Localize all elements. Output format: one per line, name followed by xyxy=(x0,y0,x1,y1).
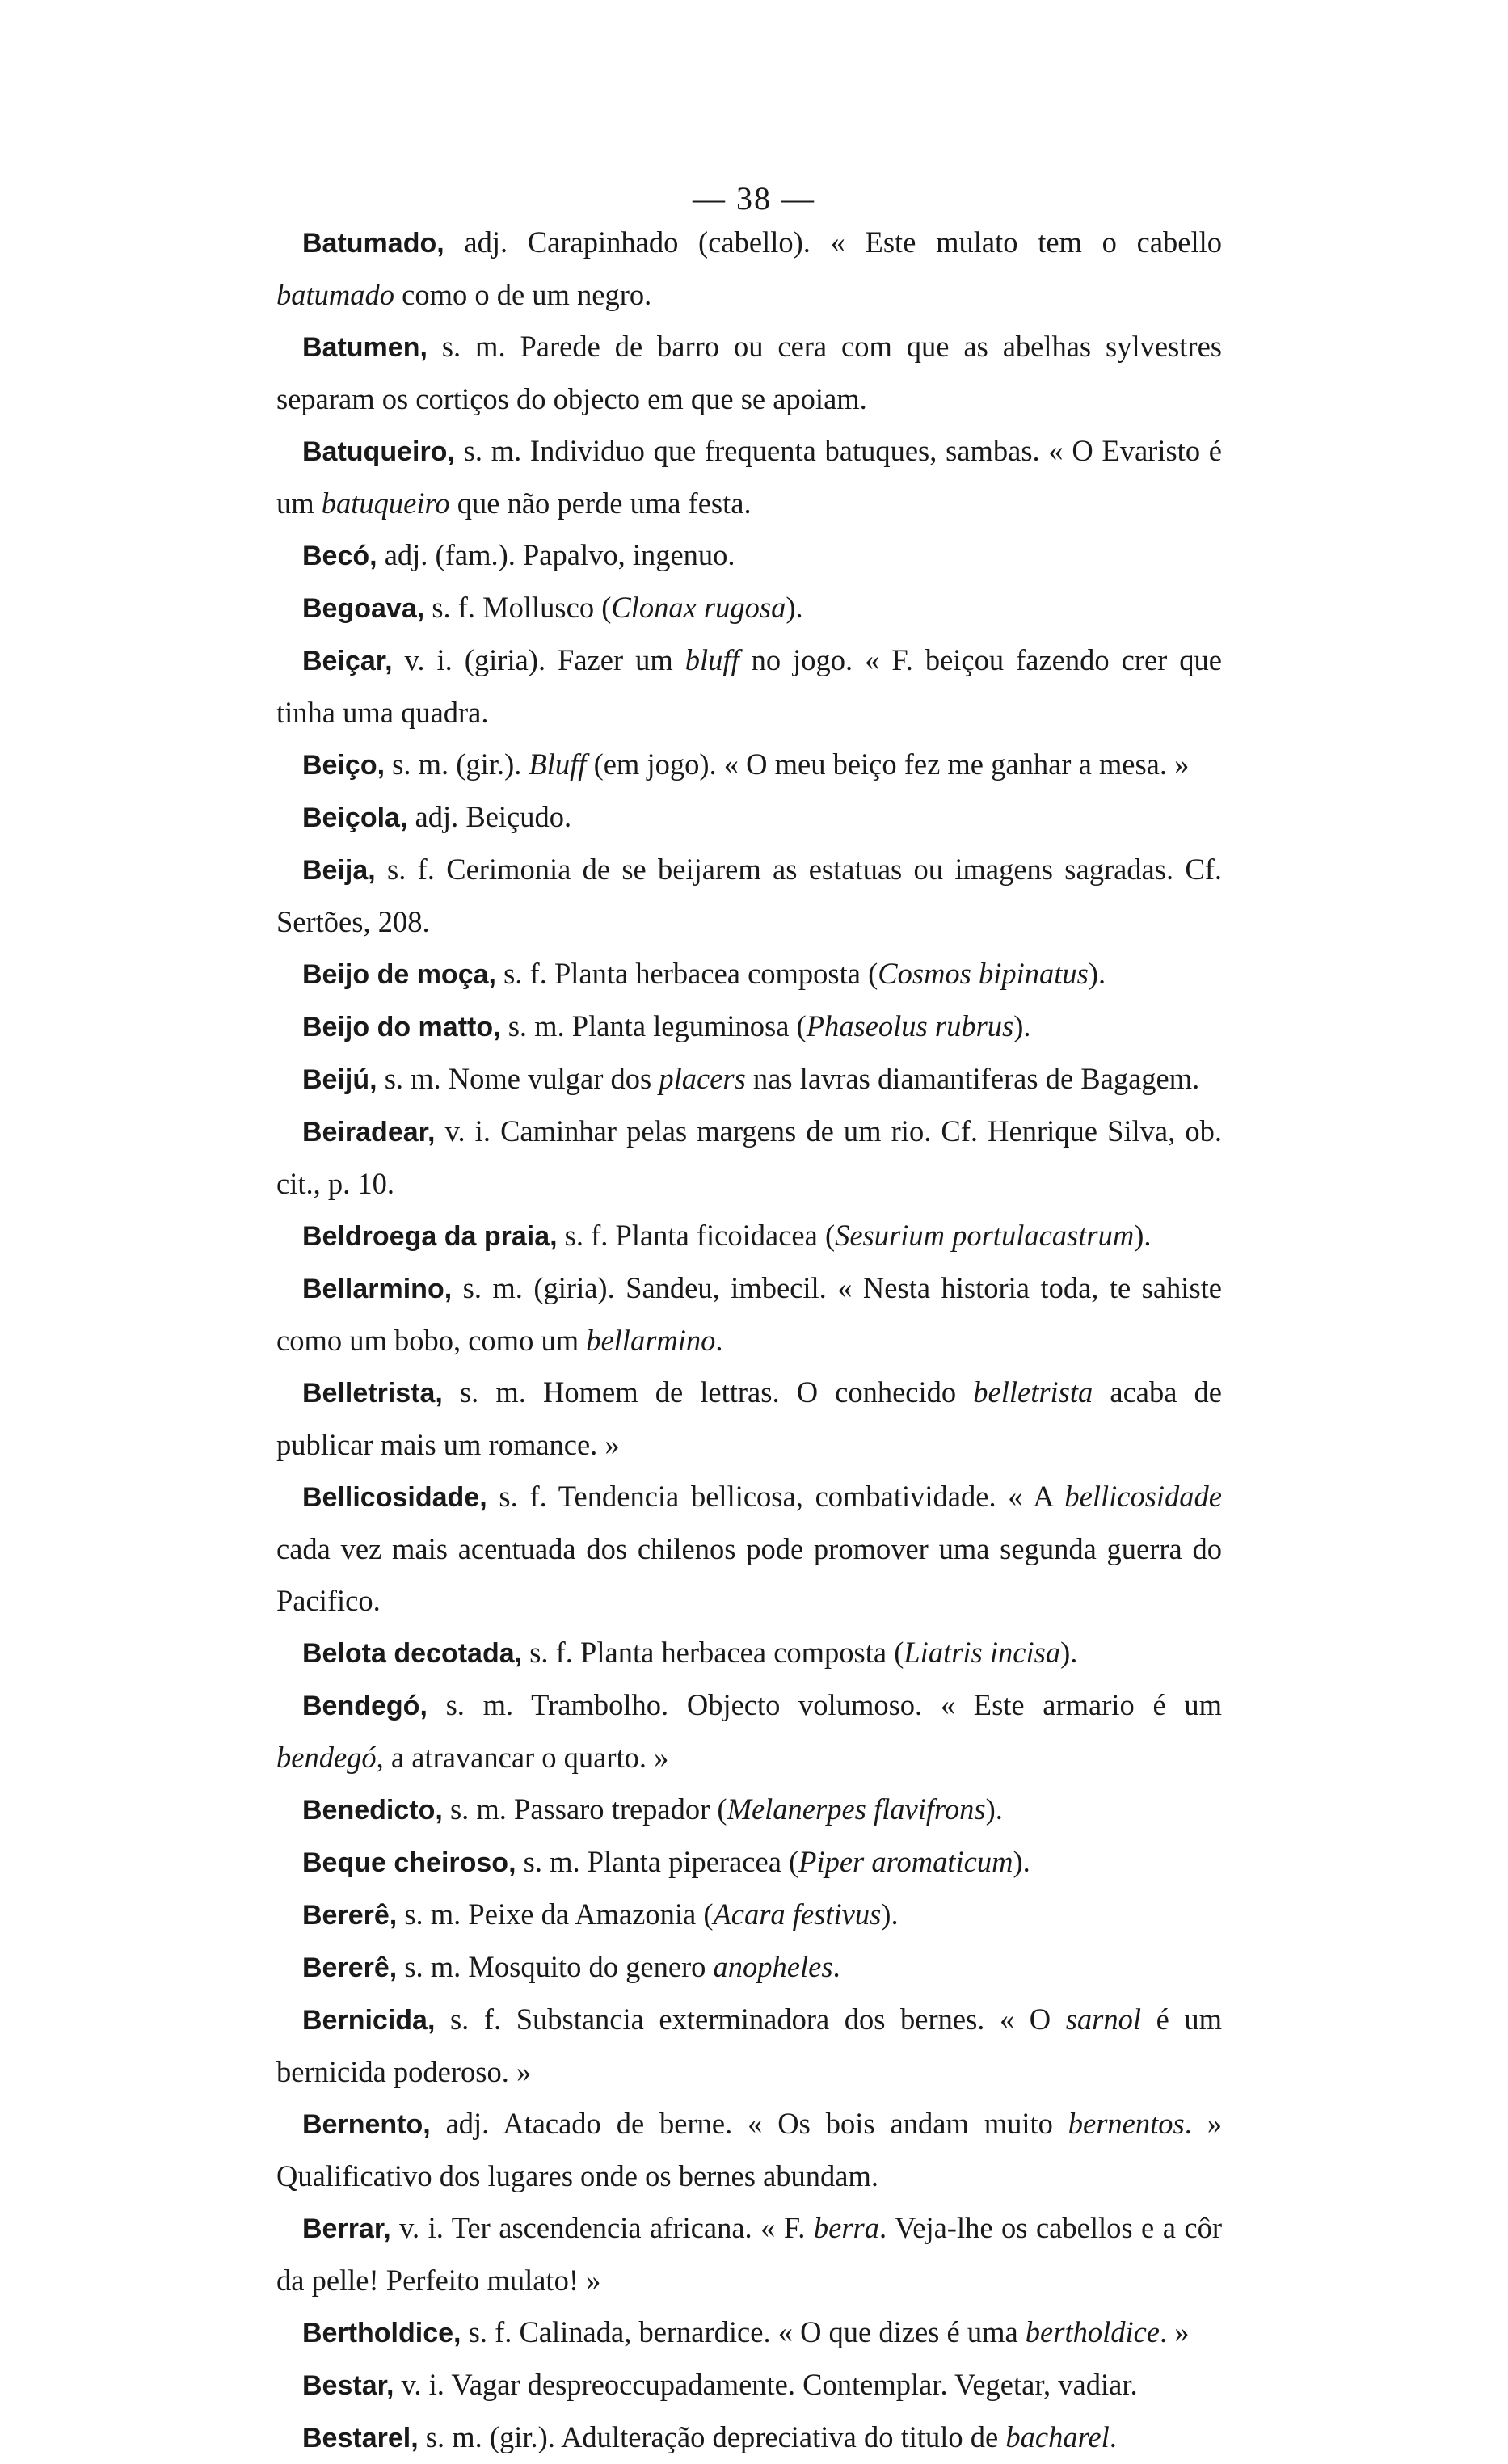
definition-tail: . xyxy=(832,1950,840,1983)
definition-tail: ). xyxy=(1088,957,1106,990)
dictionary-entry xyxy=(276,1471,1222,1627)
italic-term: batuqueiro xyxy=(321,486,450,520)
dictionary-entry xyxy=(276,634,1222,739)
headword: Bererê, xyxy=(302,1900,398,1931)
dictionary-entry xyxy=(276,2359,1222,2411)
definition-tail: , a atravancar o quarto. » xyxy=(376,1741,669,1774)
definition: s. m. Planta piperacea ( xyxy=(516,1845,799,1878)
dictionary-entry xyxy=(276,1053,1222,1106)
italic-term: sarnol xyxy=(1065,2003,1142,2036)
italic-term: Melanerpes flavifrons xyxy=(727,1792,986,1826)
definition: s. m. (gir.). Adulteração depreciativa do titulo de xyxy=(418,2420,1006,2453)
headword: Beque cheiroso, xyxy=(302,1847,516,1878)
headword: Batuqueiro, xyxy=(302,436,455,467)
definition: s. m. (gir.). xyxy=(385,748,529,781)
dictionary-entry xyxy=(276,1367,1222,1471)
definition: adj. Beiçudo. xyxy=(407,800,572,833)
italic-term: bluff xyxy=(684,643,739,676)
definition-tail: ). xyxy=(985,1792,1003,1826)
italic-term: bendegó xyxy=(276,1741,377,1774)
dictionary-entry xyxy=(276,2098,1222,2202)
italic-term: berra xyxy=(813,2211,879,2244)
headword: Bellarmino, xyxy=(302,1274,453,1304)
italic-term: bernentos xyxy=(1068,2107,1185,2140)
headword: Beldroega da praia, xyxy=(302,1221,558,1252)
definition: s. m. Peixe da Amazonia ( xyxy=(397,1897,714,1931)
definition: s. f. Mollusco ( xyxy=(424,591,612,624)
definition-tail: ). xyxy=(1134,1219,1152,1252)
dictionary-entry xyxy=(276,1889,1222,1941)
italic-term: Acara festivus xyxy=(713,1897,882,1931)
definition-tail: é um bernicida poderoso. » xyxy=(276,2003,1223,2088)
headword: Becó, xyxy=(302,541,377,571)
definition-tail: acaba de publicar mais um romance. » xyxy=(276,1375,1222,1461)
definition-tail: que não perde uma festa. xyxy=(449,486,752,520)
definition-tail: . Veja-lhe os cabellos e a côr da pelle! Perfeito mulato! » xyxy=(276,2211,1223,2297)
headword: Bendegó, xyxy=(302,1691,428,1721)
italic-term: Liatris incisa xyxy=(904,1636,1061,1669)
dictionary-entry xyxy=(276,1784,1222,1836)
definition: s. m. Trambolho. Objecto volumoso. « Este armario é um xyxy=(427,1688,1222,1721)
page-number: — 38 — xyxy=(693,180,815,217)
dictionary-entry xyxy=(276,1836,1222,1889)
dictionary-entry xyxy=(276,791,1222,844)
definition-tail: ). xyxy=(1013,1845,1030,1878)
dictionary-entry xyxy=(276,1679,1222,1784)
headword: Bellicosidade, xyxy=(302,1482,487,1513)
definition-tail: . xyxy=(715,1324,723,1357)
headword: Batumen, xyxy=(302,332,428,363)
headword: Batumado, xyxy=(302,228,444,259)
headword: Belletrista, xyxy=(302,1378,443,1409)
dictionary-entry xyxy=(276,217,1222,321)
definition: s. f. Tendencia bellicosa, combatividade. « A xyxy=(487,1480,1065,1513)
dictionary-entry xyxy=(276,321,1222,425)
italic-term: Clonax rugosa xyxy=(611,591,786,624)
dictionary-entry xyxy=(276,2411,1222,2464)
dictionary-entry xyxy=(276,844,1222,948)
dictionary-entry xyxy=(276,529,1222,582)
italic-term: Sesurium portulacastrum xyxy=(835,1219,1135,1252)
headword: Bererê, xyxy=(302,1952,398,1983)
definition: adj. Carapinhado (cabello). « Este mulato tem o cabello xyxy=(444,225,1222,259)
definition: s. f. Calinada, bernardice. « O que dizes é uma xyxy=(461,2315,1026,2348)
definition: v. i. Caminhar pelas margens de um rio. Cf. Henrique Silva, ob. cit., p. 10. xyxy=(276,1114,1222,1200)
dictionary-entry xyxy=(276,582,1222,634)
headword: Bestarel, xyxy=(302,2423,419,2453)
definition: s. m. Planta leguminosa ( xyxy=(500,1009,807,1042)
italic-term: batumado xyxy=(276,278,394,311)
dictionary-entry xyxy=(276,1210,1222,1262)
definition-tail: . » Qualificativo dos lugares onde os bernes abundam. xyxy=(276,2107,1222,2192)
definition: s. m. Mosquito do genero xyxy=(397,1950,714,1983)
definition: s. m. Parede de barro ou cera com que as abelhas sylvestres separam os cortiços do objecto em que se apoiam. xyxy=(276,330,1222,415)
italic-term: Cosmos bipinatus xyxy=(878,957,1089,990)
definition-tail: no jogo. « F. beiçou fazendo crer que tinha uma quadra. xyxy=(276,643,1222,729)
headword: Beiçar, xyxy=(302,646,393,676)
definition: s. m. Nome vulgar dos xyxy=(377,1062,659,1095)
dictionary-entry xyxy=(276,1000,1222,1053)
headword: Belota decotada, xyxy=(302,1638,523,1669)
headword: Bestar, xyxy=(302,2370,394,2401)
italic-term: bacharel xyxy=(1005,2420,1110,2453)
definition: s. m. (giria). Sandeu, imbecil. « Nesta historia toda, te sahiste como um bobo, como um xyxy=(276,1271,1222,1357)
definition-tail: cada vez mais acentuada dos chilenos pode promover uma segunda guerra do Pacifico. xyxy=(276,1532,1222,1617)
italic-term: belletrista xyxy=(973,1375,1093,1409)
headword: Beijú, xyxy=(302,1064,377,1095)
italic-term: Bluff xyxy=(529,748,587,781)
dictionary-entry xyxy=(276,2202,1222,2306)
headword: Benedicto, xyxy=(302,1795,443,1826)
dictionary-entry xyxy=(276,1262,1222,1367)
definition-tail: . » xyxy=(1160,2315,1190,2348)
definition: s. m. Homem de lettras. O conhecido xyxy=(442,1375,974,1409)
italic-term: bellarmino xyxy=(586,1324,716,1357)
italic-term: Phaseolus rubrus xyxy=(806,1009,1014,1042)
definition-tail: (em jogo). « O meu beiço fez me ganhar a mesa. » xyxy=(586,748,1190,781)
italic-term: Piper aromaticum xyxy=(798,1845,1013,1878)
dictionary-entry xyxy=(276,425,1222,529)
definition: adj. (fam.). Papalvo, ingenuo. xyxy=(377,538,735,571)
dictionary-entry xyxy=(276,739,1222,791)
definition: s. f. Cerimonia de se beijarem as estatuas ou imagens sagradas. Cf. Sertões, 208. xyxy=(276,853,1222,938)
definition: v. i. Vagar despreoccupadamente. Contemplar. Vegetar, vadiar. xyxy=(394,2368,1138,2401)
definition-tail: ). xyxy=(786,591,803,624)
italic-term: anopheles xyxy=(713,1950,833,1983)
definition: s. f. Planta herbacea composta ( xyxy=(522,1636,904,1669)
dictionary-entry xyxy=(276,1627,1222,1679)
headword: Beijo do matto, xyxy=(302,1012,501,1042)
definition-tail: ). xyxy=(1013,1009,1031,1042)
headword: Beiço, xyxy=(302,750,385,781)
definition-tail: nas lavras diamantiferas de Bagagem. xyxy=(745,1062,1200,1095)
headword: Beijo de moça, xyxy=(302,959,496,990)
definition: s. f. Substancia exterminadora dos bernes. « O xyxy=(435,2003,1066,2036)
dictionary-column xyxy=(276,217,1222,2464)
headword: Bertholdice, xyxy=(302,2318,461,2348)
definition-tail: como o de um negro. xyxy=(394,278,652,311)
dictionary-entry xyxy=(276,1994,1222,2098)
italic-term: placers xyxy=(659,1062,746,1095)
dictionary-entry xyxy=(276,1941,1222,1994)
definition: s. f. Planta herbacea composta ( xyxy=(495,957,878,990)
headword: Beiradear, xyxy=(302,1117,436,1148)
definition: v. i. (giria). Fazer um xyxy=(392,643,685,676)
dictionary-entry xyxy=(276,1106,1222,1210)
dictionary-entry xyxy=(276,2306,1222,2359)
definition: s. m. Individuo que frequenta batuques, sambas. « O Evaristo é um xyxy=(276,434,1222,520)
italic-term: bertholdice xyxy=(1025,2315,1160,2348)
definition: s. f. Planta ficoidacea ( xyxy=(557,1219,836,1252)
headword: Beiçola, xyxy=(302,802,408,833)
definition: adj. Atacado de berne. « Os bois andam muito xyxy=(430,2107,1068,2140)
headword: Beija, xyxy=(302,855,376,886)
headword: Berrar, xyxy=(302,2213,391,2244)
italic-term: bellicosidade xyxy=(1064,1480,1222,1513)
dictionary-entry xyxy=(276,948,1222,1000)
definition-tail: ). xyxy=(1060,1636,1078,1669)
definition: s. m. Passaro trepador ( xyxy=(442,1792,727,1826)
headword: Bernicida, xyxy=(302,2005,436,2036)
definition-tail: . xyxy=(1109,2420,1117,2453)
headword: Bernento, xyxy=(302,2109,431,2140)
headword: Begoava, xyxy=(302,593,425,624)
definition-tail: ). xyxy=(881,1897,899,1931)
definition: v. i. Ter ascendencia africana. « F. xyxy=(390,2211,814,2244)
